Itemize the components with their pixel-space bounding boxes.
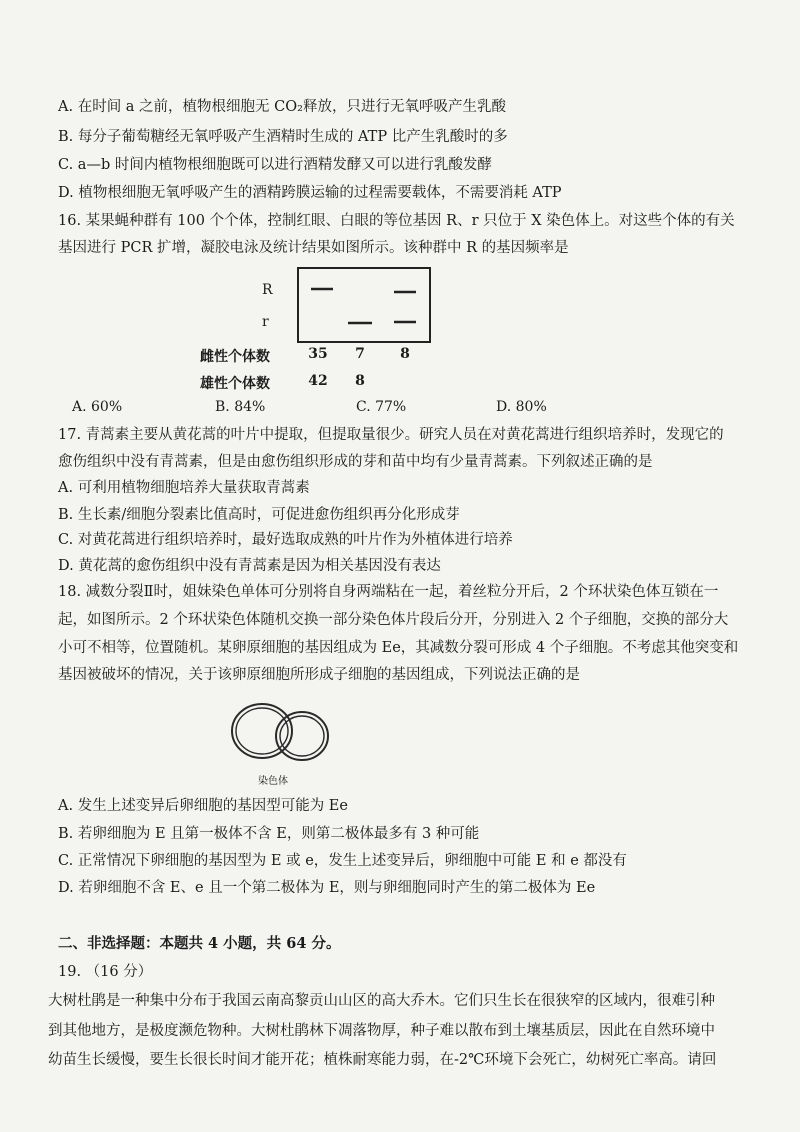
q18-stem-line2: 起，如图所示。2 个环状染色体随机交换一部分染色体片段后分开，分别进入 2 个子细胞，交换的部分大 (58, 612, 729, 628)
q18-option-b: B. 若卵细胞为 E 且第一极体不含 E，则第二极体最多有 3 种可能 (58, 826, 480, 842)
q15-option-a: A. 在时间 a 之前，植物根细胞无 CO₂释放，只进行无氧呼吸产生乳酸 (58, 99, 506, 115)
q16-stem-line2: 基因进行 PCR 扩增，凝胶电泳及统计结果如图所示。该种群中 R 的基因频率是 (58, 240, 569, 256)
section2-heading: 二、非选择题：本题共 4 小题，共 64 分。 (58, 935, 341, 952)
q15-option-c: C. a—b 时间内植物根细胞既可以进行酒精发酵又可以进行乳酸发酵 (58, 157, 492, 173)
q18-option-a: A. 发生上述变异后卵细胞的基因型可能为 Ee (58, 798, 348, 814)
q18-stem-line3: 小可不相等，位置随机。某卵原细胞的基因组成为 Ee，其减数分裂可形成 4 个子细胞。不考虑其他突变和 (58, 640, 739, 656)
q19-line3: 幼苗生长缓慢，要生长很长时间才能开花；植株耐寒能力弱，在-2℃环境下会死亡，幼树死亡率高。请回 (48, 1052, 717, 1068)
female-count-3: 8 (400, 346, 410, 362)
q18-option-d: D. 若卵细胞不含 E、e 且一个第二极体为 E，则与卵细胞同时产生的第二极体为 Ee (58, 880, 596, 896)
q19-number: 19. （16 分） (58, 964, 153, 980)
q17-option-b: B. 生长素/细胞分裂素比值高时，可促进愈伤组织再分化形成芽 (58, 507, 460, 523)
ring-chromosome-right-inner (280, 716, 324, 756)
q17-stem-line1: 17. 青蒿素主要从黄花蒿的叶片中提取，但提取量很少。研究人员在对黄花蒿进行组织培养时，发现它的 (58, 427, 724, 443)
q17-option-c: C. 对黄花蒿进行组织培养时，最好选取成熟的叶片作为外植体进行培养 (58, 532, 513, 548)
female-count-2: 7 (355, 346, 365, 362)
q15-option-d: D. 植物根细胞无氧呼吸产生的酒精跨膜运输的过程需要载体，不需要消耗 ATP (58, 185, 562, 201)
gel-row-label-R: R (262, 282, 273, 298)
q17-option-d: D. 黄花蒿的愈伤组织中没有青蒿素是因为相关基因没有表达 (58, 558, 441, 574)
male-count-label: 雄性个体数 (200, 376, 270, 392)
q16-option-d: D. 80% (496, 399, 547, 415)
q16-stem-line1: 16. 某果蝇种群有 100 个个体，控制红眼、白眼的等位基因 R、r 只位于 X 染色体上。对这些个体的有关 (58, 213, 735, 229)
male-count-2: 8 (355, 373, 365, 389)
q16-option-b: B. 84% (215, 399, 266, 415)
q18-stem-line4: 基因被破坏的情况，关于该卵原细胞所形成子细胞的基因组成，下列说法正确的是 (58, 667, 580, 683)
figure-caption-chromosome: 染色体 (258, 776, 288, 787)
q19-line1: 大树杜鹃是一种集中分布于我国云南高黎贡山山区的高大乔木。它们只生长在很狭窄的区域内，很难引种 (48, 993, 715, 1009)
q19-line2: 到其他地方，是极度濒危物种。大树杜鹃林下凋落物厚，种子难以散布到土壤基质层，因此在自然环境中 (48, 1023, 715, 1039)
ring-chromosome-left-outer (232, 704, 292, 758)
ring-chromosome-right-outer (276, 712, 328, 760)
gel-row-label-r: r (262, 314, 269, 330)
female-count-label: 雌性个体数 (200, 349, 270, 365)
q16-option-a: A. 60% (72, 399, 123, 415)
q18-stem-line1: 18. 减数分裂Ⅱ时，姐妹染色单体可分别将自身两端粘在一起，着丝粒分开后，2 个环状染色体互锁在一 (58, 584, 719, 600)
q15-option-b: B. 每分子葡萄糖经无氧呼吸产生酒精时生成的 ATP 比产生乳酸时的多 (58, 129, 508, 145)
q17-option-a: A. 可利用植物细胞培养大量获取青蒿素 (58, 480, 310, 496)
q16-option-c: C. 77% (356, 399, 407, 415)
q18-option-c: C. 正常情况下卵细胞的基因型为 E 或 e，发生上述变异后，卵细胞中可能 E 和 e 都没有 (58, 853, 627, 869)
female-count-1: 35 (308, 346, 328, 362)
q17-stem-line2: 愈伤组织中没有青蒿素，但是由愈伤组织形成的芽和苗中均有少量青蒿素。下列叙述正确的是 (58, 454, 653, 470)
male-count-1: 42 (308, 373, 328, 389)
